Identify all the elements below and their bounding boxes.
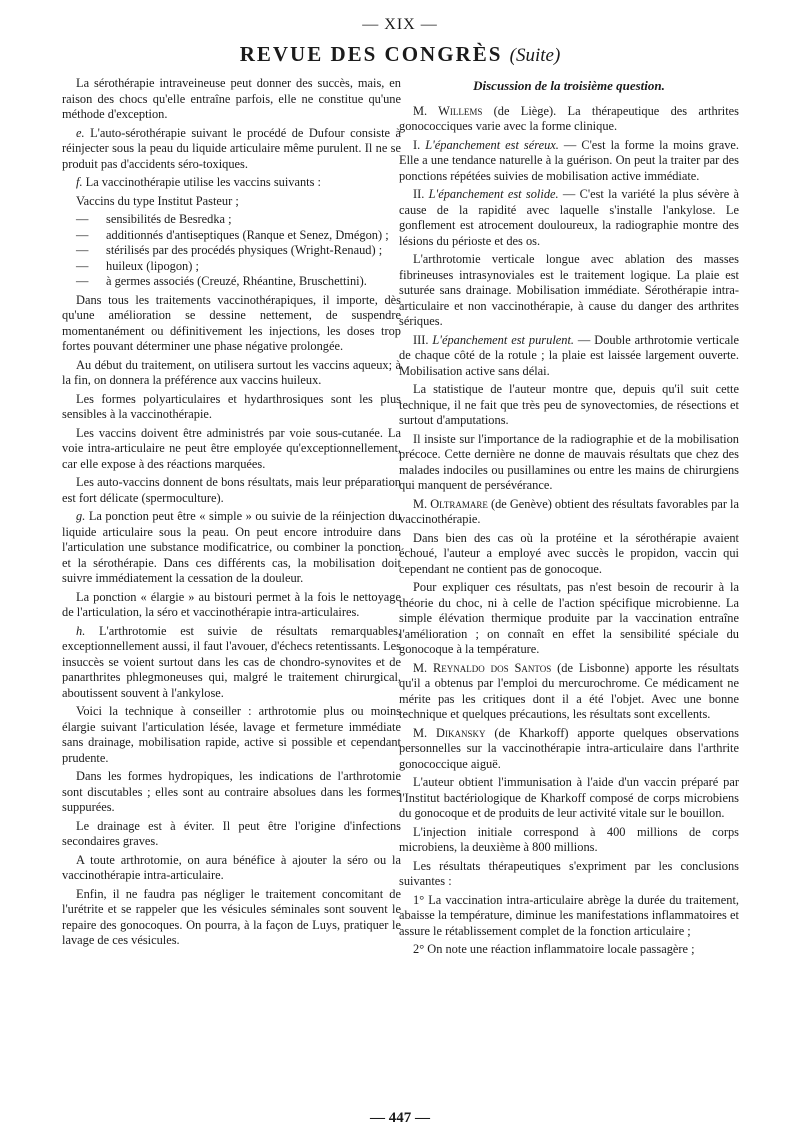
paragraph: Les auto-vaccins donnent de bons résultats, mais leur préparation est fort délicate (spermoculture). — [62, 475, 401, 505]
speaker-name: M. Dikansky — [413, 725, 486, 740]
paragraph: Enfin, il ne faudra pas négliger le traitement concomitant de l'urétrite et se rappeler que les vésicules séminales sont souvent le repaire des gonocoques. On pourra, à la façon de Luys, pratiquer le lavage de ces vésicules. — [62, 886, 401, 947]
paragraph-text: — C'est la forme la moins grave. Elle a une tendance naturelle à la guérison. On peut la traiter par des ponctions répétées suivies de mobilisation active immédiate. — [399, 137, 739, 183]
paragraph: 2° On note une réaction inflammatoire locale passagère ; — [413, 942, 695, 956]
paragraph: Les vaccins doivent être administrés par voie sous-cutanée. La voie intra-articulaire ne peut être employée qu'exceptionnellement, car elle expose à des réactions marquées. — [62, 425, 401, 471]
vaccine-list-item — [62, 259, 401, 275]
paragraph-text: — C'est la variété la plus sévère à cause de la rapidité avec laquelle s'installe l'ankylose. Le gonflement est atrocement douloureux, la radiographie montre des lésions du périoste et des os. — [399, 187, 739, 248]
subheading: L'épanchement est séreux. — [425, 137, 559, 152]
subheading: L'épanchement est solide. — [428, 187, 559, 201]
paragraph — [399, 497, 739, 528]
section-marker: e. — [76, 125, 85, 140]
paragraph: La sérothérapie intraveineuse peut donner des succès, mais, en raison des chocs qu'elle entraîne parfois, elle ne constitue qu'une méthode d'exception. — [62, 76, 401, 121]
paragraph — [399, 104, 739, 135]
title-main: REVUE DES CONGRÈS — [239, 42, 503, 66]
paragraph: Le drainage est à éviter. Il peut être l'origine d'infections secondaires graves. — [62, 818, 401, 848]
paragraph: Vaccins du type Institut Pasteur ; — [76, 193, 239, 208]
paragraph: Dans les formes hydropiques, les indications de l'arthrotomie sont discutables ; elles sont au contraire absolues dans les formes suppurées. — [62, 769, 401, 814]
paragraph: A toute arthrotomie, on aura bénéfice à ajouter la séro ou la vaccinothérapie intra-articulaire. — [62, 852, 401, 882]
page-title — [0, 42, 800, 67]
list-dash: — — [76, 258, 89, 273]
section-marker: I. — [413, 137, 426, 152]
list-item-text: stérilisés par des procédés physiques (Wright-Renaud) ; — [106, 243, 383, 257]
list-dash: — — [76, 227, 89, 242]
paragraph: Il insiste sur l'importance de la radiographie et de la mobilisation précoce. Cette dernière ne donne de mauvais résultats que chez des malades indociles ou pusillamines ou entre les mains de chirurgiens qui manquent de persévérance. — [399, 431, 739, 492]
paragraph — [399, 726, 739, 773]
section-marker: g. — [76, 509, 86, 523]
vaccine-list-item — [62, 228, 401, 244]
paragraph: L'arthrotomie verticale longue avec ablation des masses fibrineuses intrasynoviales est le traitement logique. La plaie est suturée sans drainage. Mobilisation immédiate. Sérothérapie intra-articulaire et non vaccinothérapie, à cause du danger des arthrites sériques. — [399, 252, 739, 328]
right-column — [399, 78, 739, 961]
section-heading: Discussion de la troisième question. — [473, 78, 665, 93]
paragraph — [62, 126, 401, 173]
paragraph-text: L'arthrotomie est suivie de résultats remarquables, exceptionnellement aussi, il faut l'avouer, d'échecs retentissants. Les insuccès se voient surtout dans les cas de chondro-synovites et de panarthrites phlegmoneuses qui, malgré le traitement chirurgical, aboutissent souvent à l'ankylose. — [62, 623, 401, 700]
paragraph — [399, 333, 739, 380]
paragraph: Au début du traitement, on utilisera surtout les vaccins aqueux; à la fin, on donnera la préférence aux vaccins huileux. — [62, 357, 401, 387]
list-item-text: sensibilités de Besredka ; — [106, 212, 232, 226]
paragraph — [399, 661, 739, 723]
vaccine-list-item — [62, 274, 401, 290]
page-roman-numeral: — XIX — — [362, 16, 438, 33]
list-dash: — — [76, 212, 89, 226]
list-item-text: additionnés d'antiseptiques (Ranque et Senez, Dmégon) ; — [106, 227, 389, 242]
vaccine-list-item — [62, 212, 401, 228]
list-item-text: à germes associés (Creuzé, Rhéantine, Bruschettini). — [106, 274, 367, 288]
paragraph: Pour expliquer ces résultats, pas n'est besoin de recourir à la théorie du choc, ni à celle de l'action spécifique microbienne. La simple élévation thermique produite par la vaccination entraîne l'amélioration ; on connaît en effet la sensibilité spéciale du gonocoque à la température. — [399, 580, 739, 656]
paragraph: L'auteur obtient l'immunisation à l'aide d'un vaccin préparé par l'Institut bactériologique de Kharkoff composé de corps microbiens du gonocoque et de produits de leur activité vitale sur le bouillon. — [399, 775, 739, 820]
paragraph-text: (de Genève) obtient des résultats favorables par la vaccinothérapie. — [399, 496, 739, 526]
paragraph: Les formes polyarticulaires et hydarthrosiques sont les plus sensibles à la vaccinothérapie. — [62, 391, 401, 421]
list-item-text: huileux (lipogon) ; — [106, 258, 199, 273]
paragraph: Les résultats thérapeutiques s'expriment par les conclusions suivantes : — [399, 858, 739, 888]
vaccine-list-item — [62, 243, 401, 259]
paragraph — [62, 624, 401, 702]
paragraph — [399, 138, 739, 185]
paragraph: La statistique de l'auteur montre que, depuis qu'il suit cette technique, il ne fait que très peu de synovectomies, de résections et surtout d'amputations. — [399, 382, 739, 427]
paragraph-text: (de Lisbonne) apporte les résultats qu'il a obtenus par l'emploi du mercurochrome. Ce médicament ne mérite pas les critiques dont il a été l'objet. Avec une bonne technique et quelques précautions, les résultats sont excellents. — [399, 660, 739, 721]
speaker-name: M. Willems — [413, 103, 483, 118]
section-marker: h. — [76, 623, 86, 638]
paragraph-text: (de Kharkoff) apporte quelques observations personnelles sur la vaccinothérapie intra-articulaire dans l'arthrite gonococcique aiguë. — [399, 725, 739, 771]
list-dash: — — [76, 274, 89, 288]
page-number: — 447 — — [370, 1110, 430, 1126]
paragraph — [62, 175, 401, 191]
paragraph-text: La vaccinothérapie utilise les vaccins suivants : — [82, 175, 321, 189]
paragraph: La ponction « élargie » au bistouri permet à la fois le nettoyage de l'articulation, la séro et vaccinothérapie intra-articulaires. — [62, 589, 401, 619]
paragraph: Dans tous les traitements vaccinothérapiques, il importe, dès qu'une amélioration se dessine nettement, de suspendre momentanément ou définitivement les injections, les doses trop fortes pouvant déterminer une phase négative prolongée. — [62, 292, 401, 353]
paragraph — [62, 509, 401, 587]
speaker-name: M. Reynaldo dos Santos — [413, 660, 552, 675]
title-suffix: (Suite) — [509, 45, 561, 66]
section-marker: II. — [413, 187, 429, 201]
paragraph: Dans bien des cas où la protéine et la sérothérapie avaient échoué, l'auteur a employé avec succès le propidon, vaccin qui cependant ne contient pas de gonocoque. — [399, 530, 739, 576]
paragraph-text: — Double arthrotomie verticale de chaque côté de la rotule ; la plaie est laissée largement ouverte. Mobilisation active sans délai. — [399, 332, 740, 378]
paragraph-text: La ponction peut être « simple » ou suivie de la réinjection du liquide articulaire sous la peau. On peut encore introduire dans l'articulation une substance modificatrice, ou combiner la ponction et la sérothérapie. Dans ces différents cas, la mobilisation doit suivre immédiatement la cessation de la douleur. — [62, 509, 401, 585]
paragraph — [399, 187, 739, 249]
speaker-name: M. Oltramare — [413, 496, 488, 511]
list-dash: — — [76, 243, 89, 257]
section-marker: III. — [413, 332, 433, 347]
subheading: L'épanchement est purulent. — [432, 332, 575, 347]
paragraph-text: (de Liège). La thérapeutique des arthrites gonococciques varie avec la forme clinique. — [399, 103, 740, 133]
paragraph-text: L'auto-sérothérapie suivant le procédé de Dufour consiste à réinjecter sous la peau du liquide articulaire même purulent. Il ne se produit pas d'accidents séro-toxiques. — [62, 125, 401, 171]
left-column — [62, 76, 401, 952]
paragraph: 1° La vaccination intra-articulaire abrège la durée du traitement, abaisse la température, diminue les manifestations inflammatoires et assure le rétablissement complet de la fonction articulaire ; — [399, 892, 739, 938]
section-marker: f. — [76, 175, 83, 189]
paragraph: Voici la technique à conseiller : arthrotomie plus ou moins élargie suivant l'articulation lésée, lavage et fermeture immédiate sans drainage, mobilisation rapide, active si possible et cependant prudente. — [62, 704, 401, 765]
paragraph: L'injection initiale correspond à 400 millions de corps microbiens, la deuxième à 800 millions. — [399, 824, 739, 854]
